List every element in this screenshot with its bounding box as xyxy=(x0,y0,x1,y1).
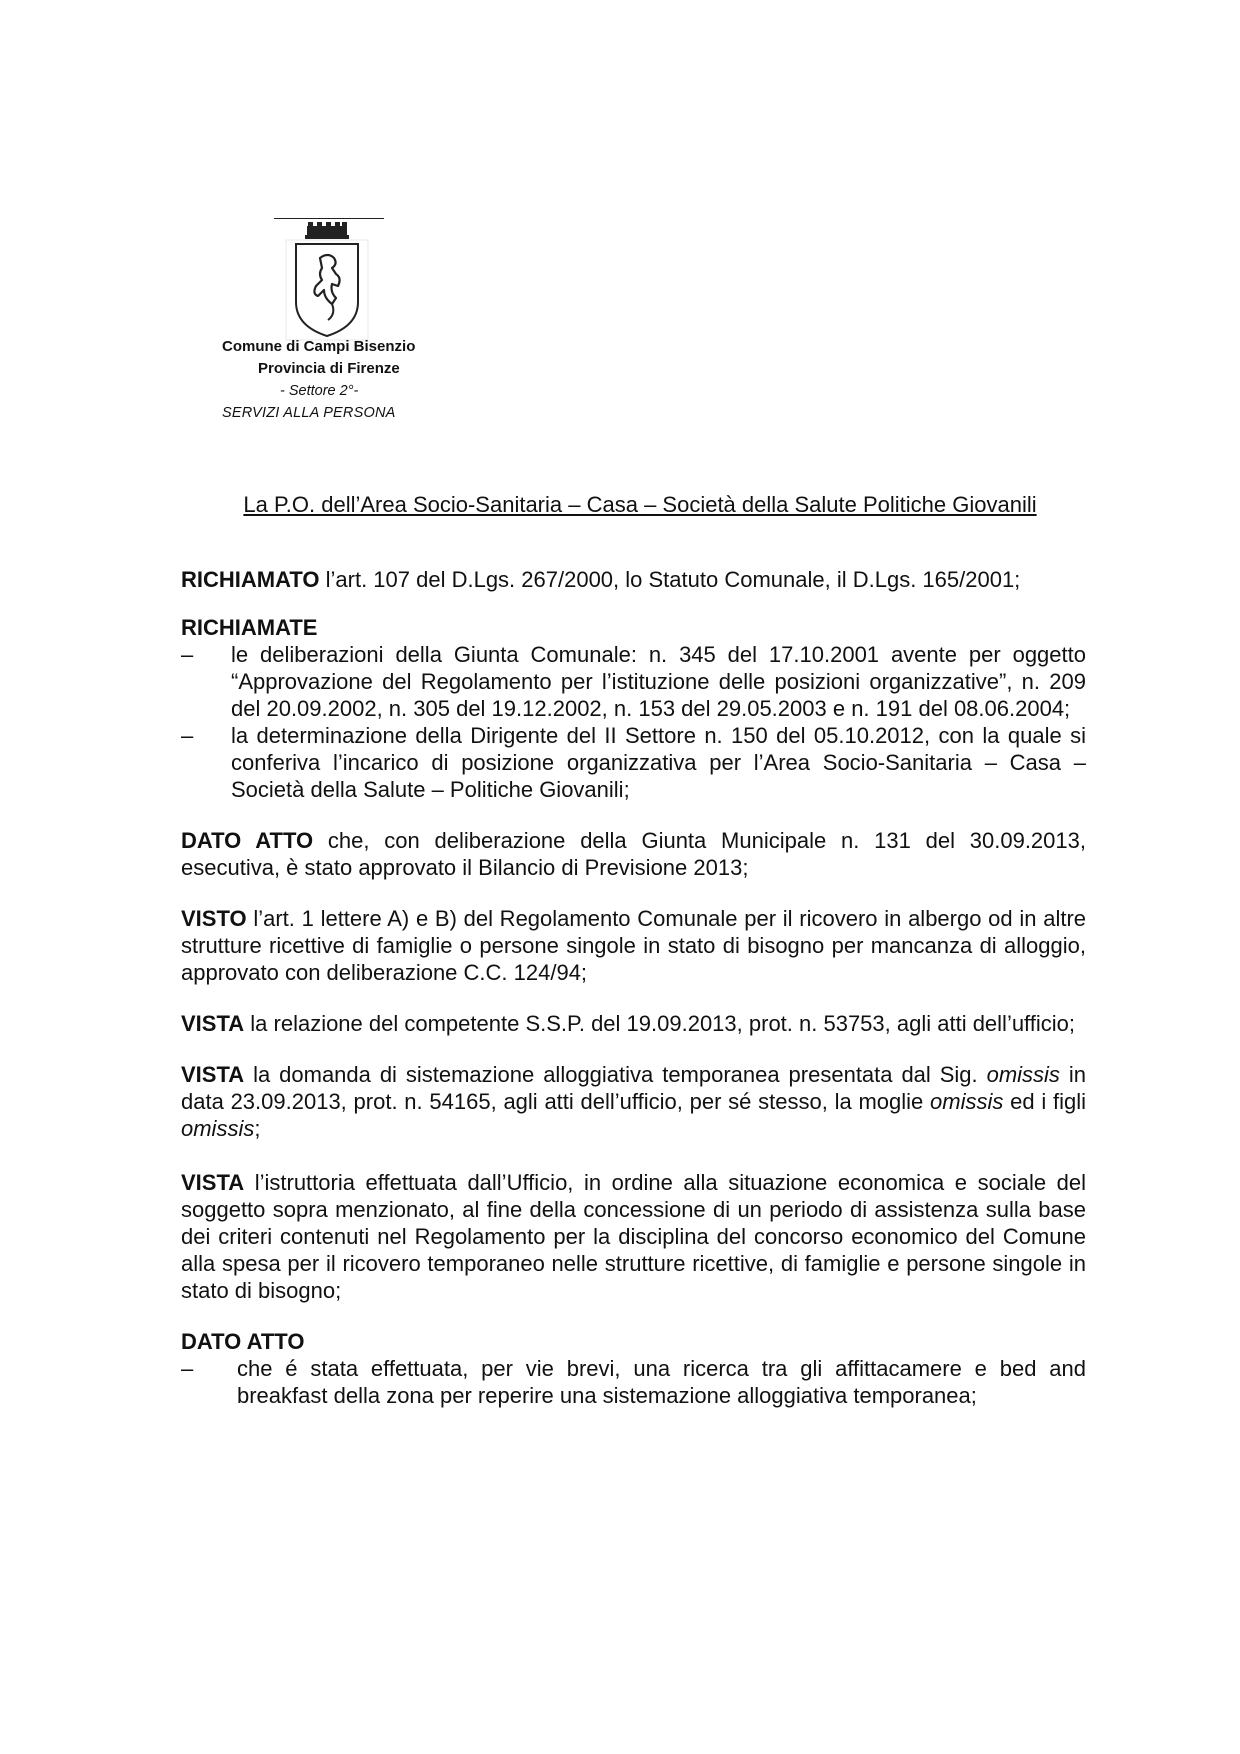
paragraph-text: che, con deliberazione della Giunta Municipale n. 131 del 30.09.2013, esecutiva, è stato approvato il Bilancio di Previsione 2013; xyxy=(181,828,1086,880)
document-body xyxy=(181,566,1086,1409)
heading-richiamate: RICHIAMATE xyxy=(181,615,318,640)
paragraph-text: ; xyxy=(254,1116,261,1141)
dash-bullet: – xyxy=(181,723,194,748)
dash-bullet: – xyxy=(181,1356,194,1381)
redacted-name: omissis xyxy=(986,1062,1060,1087)
paragraph-vista-relazione xyxy=(181,1010,1086,1037)
keyword: RICHIAMATO xyxy=(181,567,320,592)
paragraph-text: ed i figli xyxy=(1003,1089,1086,1114)
heading-dato-atto: DATO ATTO xyxy=(181,1329,305,1354)
paragraph-text: l’art. 107 del D.Lgs. 267/2000, lo Statuto Comunale, il D.Lgs. 165/2001; xyxy=(319,567,1021,592)
keyword: VISTO xyxy=(181,906,247,931)
paragraph-vista-domanda xyxy=(181,1061,1086,1142)
sector-label: - Settore 2°- xyxy=(280,383,359,399)
document-title: La P.O. dell’Area Socio-Sanitaria – Casa – Società della Salute Politiche Giovanili xyxy=(243,492,1037,517)
paragraph-vista-istruttoria xyxy=(181,1169,1086,1304)
list-item-text: che é stata effettuata, per vie brevi, una ricerca tra gli affittacamere e bed and breakfast della zona per reperire una sistemazione alloggiativa temporanea; xyxy=(237,1356,1086,1408)
list-item xyxy=(181,1355,1086,1409)
dato-atto-list xyxy=(181,1355,1086,1409)
province-name: Provincia di Firenze xyxy=(258,360,400,377)
list-item xyxy=(181,641,1086,722)
list-item-text: la determinazione della Dirigente del II Settore n. 150 del 05.10.2012, con la quale si conferiva l’incarico di posizione organizzativa per l’Area Socio-Sanitaria – Casa – Società della Salute – Politiche Giovanili; xyxy=(231,723,1086,802)
org-name: Comune di Campi Bisenzio xyxy=(222,338,416,355)
municipal-crest-icon xyxy=(272,222,382,342)
paragraph-richiamato xyxy=(181,566,1086,593)
redacted-name: omissis xyxy=(930,1089,1004,1114)
paragraph-text: in data 23.09.2013, prot. n. 54165, agli atti dell’ufficio, per sé stesso, la moglie xyxy=(181,1062,1086,1114)
department-name: SERVIZI ALLA PERSONA xyxy=(222,405,396,421)
keyword: VISTA xyxy=(181,1011,245,1036)
paragraph-visto xyxy=(181,905,1086,986)
list-item xyxy=(181,722,1086,803)
richiamate-list xyxy=(181,641,1086,803)
header-rule xyxy=(274,218,384,219)
dash-bullet: – xyxy=(181,642,194,667)
redacted-name: omissis xyxy=(181,1116,255,1141)
keyword: DATO ATTO xyxy=(181,828,314,853)
paragraph-text: la relazione del competente S.S.P. del 19.09.2013, prot. n. 53753, agli atti dell’ufficio; xyxy=(244,1011,1076,1036)
keyword: VISTA xyxy=(181,1170,245,1195)
paragraph-text: l’istruttoria effettuata dall’Ufficio, in ordine alla situazione economica e sociale del soggetto sopra menzionato, al fine della concessione di un periodo di assistenza sulla base dei criteri contenuti nel Regolamento per la disciplina del concorso economico del Comune alla spesa per il ricovero temporaneo nelle strutture ricettive, di famiglie e persone singole in stato di bisogno; xyxy=(181,1170,1086,1303)
paragraph-dato-atto xyxy=(181,827,1086,881)
paragraph-text: l’art. 1 lettere A) e B) del Regolamento Comunale per il ricovero in albergo od in altre strutture ricettive di famiglie o persone singole in stato di bisogno per mancanza di alloggio, approvato con deliberazione C.C. 124/94; xyxy=(181,906,1086,985)
organization-header xyxy=(222,336,415,424)
paragraph-text: la domanda di sistemazione alloggiativa temporanea presentata dal Sig. xyxy=(244,1062,987,1087)
keyword: VISTA xyxy=(181,1062,245,1087)
list-item-text: le deliberazioni della Giunta Comunale: n. 345 del 17.10.2001 avente per oggetto “Approvazione del Regolamento per l’istituzione delle posizioni organizzative”, n. 209 del 20.09.2002, n. 305 del 19.12.2002, n. 153 del 29.05.2003 e n. 191 del 08.06.2004; xyxy=(231,642,1086,721)
